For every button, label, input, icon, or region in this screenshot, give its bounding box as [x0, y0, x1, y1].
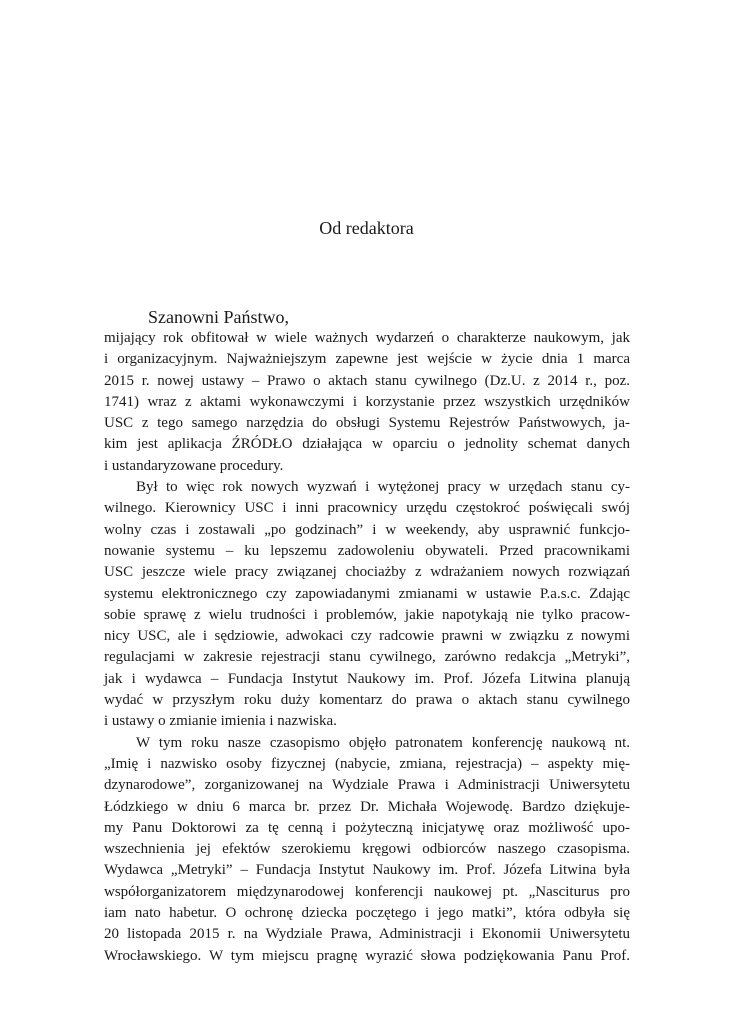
page-title: Od redaktora — [319, 218, 414, 238]
text-line: współorganizatorem międzynarodowej konferencji naukowej pt. „Nasciturus pro — [104, 883, 630, 900]
text-line: jak i wydawca – Fundacja Instytut Naukowy im. Prof. Józefa Litwina planują — [104, 670, 630, 687]
text-line: USC z tego samego narzędzia do obsługi Systemu Rejestrów Państwowych, ja- — [104, 415, 630, 432]
text-line: nicy USC, ale i sędziowie, adwokaci czy radcowie prawni w związku z nowymi — [104, 628, 630, 645]
text-line: my Panu Doktorowi za tę cenną i pożyteczną inicjatywę oraz możliwość upo- — [104, 819, 630, 836]
text-line: 1741) wraz z aktami wykonawczymi i korzystanie przez wszystkich urzędników — [104, 393, 630, 410]
text-line: systemu elektronicznego czy zapowiadanymi zmianami w ustawie P.a.s.c. Zdając — [104, 585, 630, 602]
text-line: i ustawy o zmianie imienia i nazwiska. — [104, 713, 337, 730]
text-line: mijający rok obfitował w wiele ważnych wydarzeń o charakterze naukowym, jak — [104, 330, 630, 346]
text-line: wszechnienia jej efektów szerokiemu kręgowi odbiorców naszego czasopisma. — [104, 841, 630, 858]
text-line: Był to więc rok nowych wyzwań i wytężonej pracy w urzędach stanu cy- — [136, 479, 630, 496]
text-line: regulacjami w zakresie rejestracji stanu cywilnego, zarówno redakcja „Metryki”, — [104, 649, 630, 666]
text-line: 2015 r. nowej ustawy – Prawo o aktach stanu cywilnego (Dz.U. z 2014 r., poz. — [104, 372, 630, 389]
body-text — [104, 328, 630, 967]
text-line: dzynarodowe”, zorganizowanej na Wydziale Prawa i Administracji Uniwersytetu — [104, 777, 630, 794]
text-line: nowanie systemu – ku lepszemu zadowoleniu obywateli. Przed pracownikami — [104, 542, 630, 559]
salutation: Szanowni Państwo, — [148, 307, 289, 327]
text-line: Łódzkiego w dniu 6 marca br. przez Dr. Michała Wojewodę. Bardzo dziękuje- — [104, 798, 630, 815]
text-line: „Imię i nazwisko osoby fizycznej (nabycie, zmiana, rejestracja) – aspekty mię- — [104, 755, 630, 772]
text-line: sobie sprawę z wielu trudności i problemów, jakie napotykają nie tylko pracow- — [104, 606, 630, 623]
text-line: kim jest aplikacja ŹRÓDŁO działająca w oparciu o jednolity schemat danych — [104, 436, 630, 453]
text-line: i organizacyjnym. Najważniejszym zapewne jest wejście w życie dnia 1 marca — [104, 351, 630, 368]
text-line: 20 listopada 2015 r. na Wydziale Prawa, Administracji i Ekonomii Uniwersytetu — [104, 926, 630, 943]
text-line: USC jeszcze wiele pracy związanej chociażby z wdrażaniem nowych rozwiązań — [104, 564, 630, 581]
text-line: wilnego. Kierownicy USC i inni pracownicy urzędu częstokroć poświęcali swój — [104, 500, 630, 517]
text-line: Wydawca „Metryki” – Fundacja Instytut Naukowy im. Prof. Józefa Litwina była — [104, 862, 630, 879]
text-line: wydać w przyszłym roku duży komentarz do prawa o aktach stanu cywilnego — [104, 692, 630, 709]
text-line: i ustandaryzowane procedury. — [104, 457, 284, 474]
text-line: W tym roku nasze czasopismo objęło patronatem konferencję naukową nt. — [136, 734, 630, 751]
text-line: iam nato habetur. O ochronę dziecka poczętego i jego matki”, która odbyła się — [104, 905, 630, 922]
text-line: wolny czas i zostawali „po godzinach” i w weekendy, aby usprawnić funkcjo- — [104, 521, 630, 538]
text-line: Wrocławskiego. W tym miejscu pragnę wyrazić słowa podziękowania Panu Prof. — [104, 947, 630, 964]
